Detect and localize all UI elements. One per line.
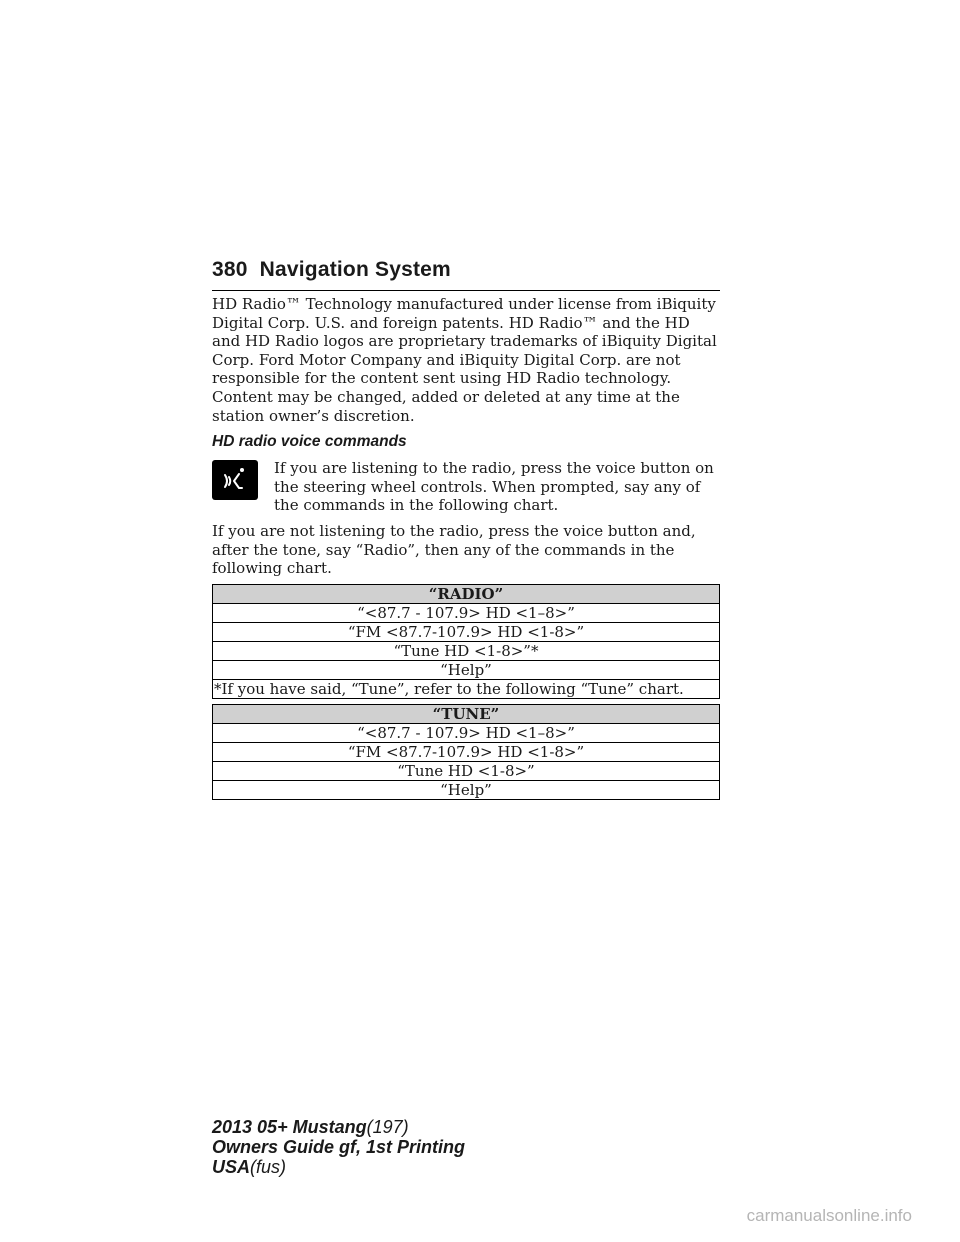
- table-cell: “Tune HD <1-8>”*: [213, 641, 720, 660]
- footer-page-code: (197): [366, 1117, 409, 1137]
- table-row: [213, 761, 720, 780]
- voice-instruction-row: [212, 459, 720, 515]
- footer-line-region: [212, 1157, 465, 1177]
- table-row: [213, 780, 720, 799]
- not-listening-instructions: If you are not listening to the radio, press the voice button and, after the tone, say “Radio”, then any of the commands in the following chart.: [212, 521, 696, 578]
- footer-line-model: [212, 1117, 465, 1137]
- page-number: 380: [212, 258, 248, 281]
- radio-commands-table: [212, 584, 720, 699]
- table-cell: “FM <87.7-107.9> HD <1-8>”: [213, 742, 720, 761]
- manual-page: [212, 258, 720, 800]
- table-row: [213, 641, 720, 660]
- page-header: [212, 258, 720, 288]
- table-cell: “<87.7 - 107.9> HD <1–8>”: [213, 603, 720, 622]
- table-row: [213, 603, 720, 622]
- voice-button-icon: [212, 460, 258, 500]
- section-title: Navigation System: [259, 258, 451, 281]
- footer-line-guide: Owners Guide gf, 1st Printing: [212, 1137, 466, 1157]
- table-cell: “Tune HD <1-8>”: [213, 761, 720, 780]
- table-row: [213, 679, 720, 698]
- radio-table-note: *If you have said, “Tune”, refer to the following “Tune” chart.: [213, 679, 720, 698]
- footer-region-code: (fus): [250, 1157, 287, 1177]
- table-row: [213, 704, 720, 723]
- table-cell: “Help”: [213, 660, 720, 679]
- hd-radio-license-paragraph: HD Radio™ Technology manufactured under license from iBiquity Digital Corp. U.S. and foreign patents. HD Radio™ and the HD and HD Radio logos are proprietary trademarks of iBiquity Digital Corp. Ford Motor Company and iBiquity Digital Corp. are not responsible for the content sent using HD Radio technology. Content may be changed, added or deleted at any time at the station owner’s discretion.: [212, 295, 717, 425]
- voice-button-instructions: If you are listening to the radio, press the voice button on the steering wheel controls. When prompted, say any of the commands in the following chart.: [274, 459, 714, 515]
- table-row: [213, 742, 720, 761]
- table-row: [213, 584, 720, 603]
- watermark: carmanualsonline.info: [746, 1206, 912, 1225]
- radio-table-header: “RADIO”: [213, 584, 720, 603]
- table-cell: “FM <87.7-107.9> HD <1-8>”: [213, 622, 720, 641]
- footer-region: USA: [212, 1157, 251, 1177]
- page-footer: [212, 1117, 465, 1177]
- table-row: [213, 660, 720, 679]
- subheading-hd-radio-voice-commands: HD radio voice commands: [212, 433, 407, 451]
- tune-commands-table: [212, 704, 720, 800]
- table-row: [213, 622, 720, 641]
- table-cell: “Help”: [213, 780, 720, 799]
- table-row: [213, 723, 720, 742]
- table-cell: “<87.7 - 107.9> HD <1–8>”: [213, 723, 720, 742]
- footer-model: 2013 05+ Mustang: [212, 1117, 367, 1137]
- tune-table-header: “TUNE”: [213, 704, 720, 723]
- header-rule: [212, 290, 720, 291]
